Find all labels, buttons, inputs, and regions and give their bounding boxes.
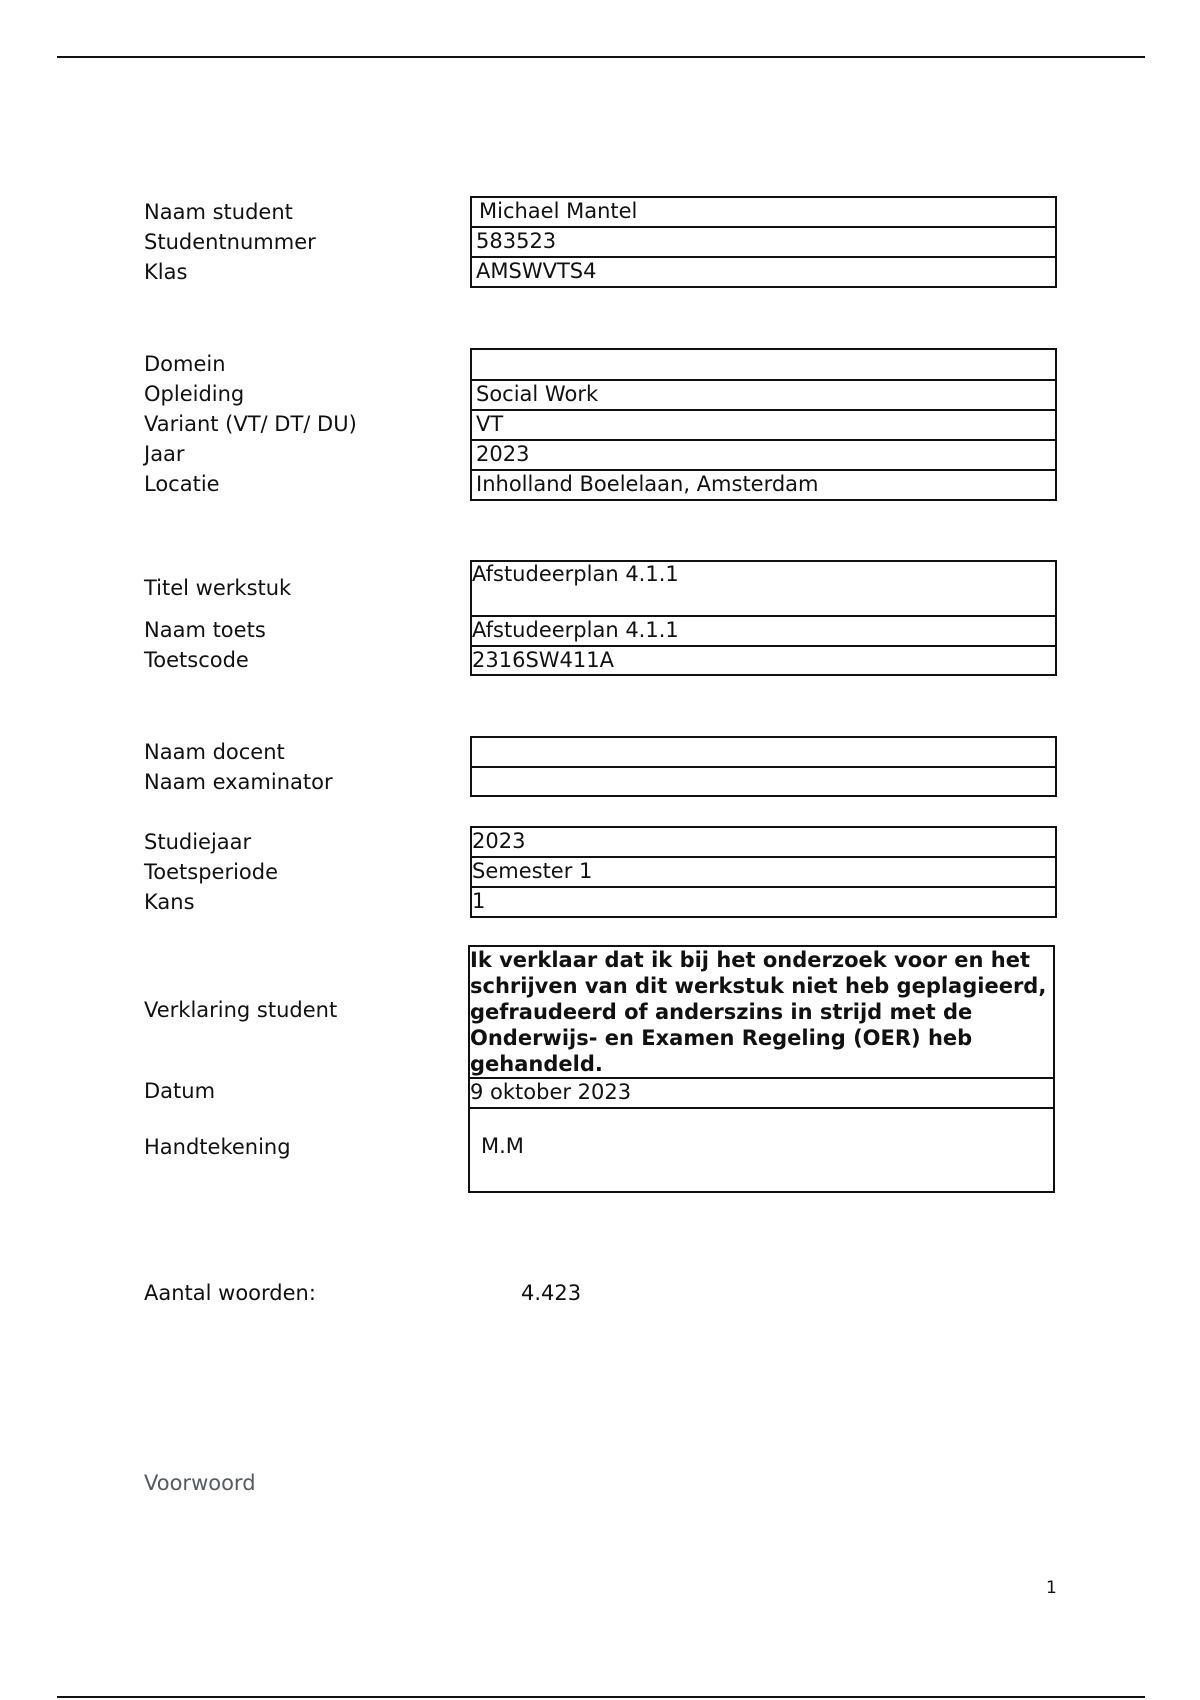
student-info-box (470, 196, 1057, 288)
attempt-field: 1 (472, 889, 486, 913)
bottom-rule (57, 1696, 1145, 1698)
work-info-box (470, 560, 1057, 676)
date-label: Datum (144, 1079, 216, 1103)
signature-label: Handtekening (144, 1135, 291, 1159)
test-name-label: Naam toets (144, 618, 266, 642)
test-code-field: 2316SW411A (472, 648, 614, 672)
education-label: Opleiding (144, 382, 245, 406)
location-field: Inholland Boelelaan, Amsterdam (476, 472, 819, 496)
study-year-field: 2023 (472, 828, 1055, 858)
variant-label: Variant (VT/ DT/ DU) (144, 412, 357, 436)
declaration-label: Verklaring student (144, 998, 338, 1022)
examiner-label: Naam examinator (144, 770, 333, 794)
domain-field (472, 350, 1055, 381)
class-label: Klas (144, 260, 188, 284)
top-rule (57, 56, 1145, 58)
variant-field: VT (472, 411, 1055, 441)
word-count-value: 4.423 (521, 1281, 582, 1305)
location-label: Locatie (144, 472, 220, 496)
student-number-field: 583523 (472, 228, 1055, 258)
class-field: AMSWVTS4 (476, 259, 597, 283)
study-year-label: Studiejaar (144, 830, 252, 854)
year-label: Jaar (144, 442, 185, 466)
foreword-heading: Voorwoord (144, 1471, 256, 1495)
declaration-text: Ik verklaar dat ik bij het onderzoek voor en het schrijven van dit werkstuk niet heb geplagieerd, gefraudeerd of anderszins in strijd met de Onderwijs- en Examen Regeling (OER) heb gehandeld. (470, 947, 1053, 1079)
test-name-field: Afstudeerplan 4.1.1 (472, 617, 1055, 647)
teacher-label: Naam docent (144, 740, 285, 764)
student-number-label: Studentnummer (144, 230, 316, 254)
teacher-field (472, 738, 1055, 768)
student-name-label: Naam student (144, 200, 293, 224)
work-title-field: Afstudeerplan 4.1.1 (472, 562, 1055, 617)
period-info-box (470, 826, 1057, 918)
test-period-label: Toetsperiode (144, 860, 279, 884)
staff-info-box (470, 736, 1057, 797)
signature-field: M.M (481, 1134, 524, 1158)
education-field: Social Work (472, 381, 1055, 411)
test-period-field: Semester 1 (472, 858, 1055, 888)
work-title-label: Titel werkstuk (144, 576, 292, 600)
test-code-label: Toetscode (144, 648, 249, 672)
examiner-field (472, 768, 1055, 795)
student-name-field: Michael Mantel (472, 198, 1055, 228)
word-count-label: Aantal woorden: (144, 1281, 316, 1305)
declaration-box (468, 945, 1055, 1193)
domain-label: Domein (144, 352, 226, 376)
attempt-label: Kans (144, 890, 195, 914)
program-info-box (470, 348, 1057, 501)
page-number: 1 (1046, 1578, 1057, 1598)
date-field: 9 oktober 2023 (470, 1079, 1053, 1109)
year-field: 2023 (472, 441, 1055, 471)
